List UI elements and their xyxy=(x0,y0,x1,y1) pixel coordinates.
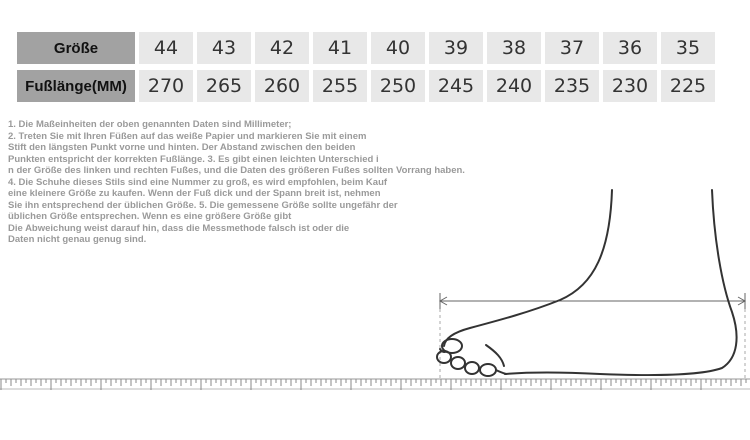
note-line: 4. Die Schuhe dieses Stils sind eine Nummer zu groß, es wird empfohlen, beim Kauf xyxy=(8,176,388,188)
length-cell: 265 xyxy=(197,70,251,102)
foot-outline xyxy=(437,190,737,376)
length-cell: 235 xyxy=(545,70,599,102)
note-line: Punkten entspricht der korrekten Fußlänge. 3. Es gibt einen leichten Unterschied i xyxy=(8,153,379,165)
length-cell: 270 xyxy=(139,70,193,102)
size-header: Größe xyxy=(17,32,135,64)
foot-length-header: Fußlänge(MM) xyxy=(17,70,135,102)
ruler xyxy=(0,379,750,390)
note-line: eine kleinere Größe zu kaufen. Wenn der Fuß dick und der Spann breit ist, nehmen xyxy=(8,188,381,199)
size-cell: 44 xyxy=(139,32,193,64)
size-cell: 36 xyxy=(603,32,657,64)
size-cell: 42 xyxy=(255,32,309,64)
size-cell: 38 xyxy=(487,32,541,64)
note-line: 2. Treten Sie mit Ihren Füßen auf das weiße Papier und markieren Sie mit einem xyxy=(8,130,367,142)
note-line: Die Abweichung weist darauf hin, dass die Messmethode falsch ist oder die xyxy=(8,222,350,234)
length-cell: 245 xyxy=(429,70,483,102)
note-line: n der Größe des linken und rechten Fußes, und die Daten des größeren Fußes sollten Vorrang haben. xyxy=(8,165,465,176)
size-cell: 40 xyxy=(371,32,425,64)
size-cell: 39 xyxy=(429,32,483,64)
size-cell: 43 xyxy=(197,32,251,64)
size-cell: 35 xyxy=(661,32,715,64)
note-line: Daten nicht genau genug sind. xyxy=(8,234,147,245)
length-cell: 240 xyxy=(487,70,541,102)
length-cell: 230 xyxy=(603,70,657,102)
length-cell: 255 xyxy=(313,70,367,102)
size-cell: 37 xyxy=(545,32,599,64)
length-cell: 250 xyxy=(371,70,425,102)
note-line: Stift den längsten Punkt vorne und hinten. Der Abstand zwischen den beiden xyxy=(8,142,356,153)
note-line: 1. Die Maßeinheiten der oben genannten Daten sind Millimeter; xyxy=(8,119,292,130)
length-cell: 225 xyxy=(661,70,715,102)
size-cell: 41 xyxy=(313,32,367,64)
note-line: üblichen Größe entsprechen. Wenn es eine größere Größe gibt xyxy=(8,211,292,222)
length-arrow xyxy=(440,293,745,309)
length-cell: 260 xyxy=(255,70,309,102)
note-line: Sie ihn entsprechend der üblichen Größe. 5. Die gemessene Größe sollte ungefähr der xyxy=(8,199,398,211)
